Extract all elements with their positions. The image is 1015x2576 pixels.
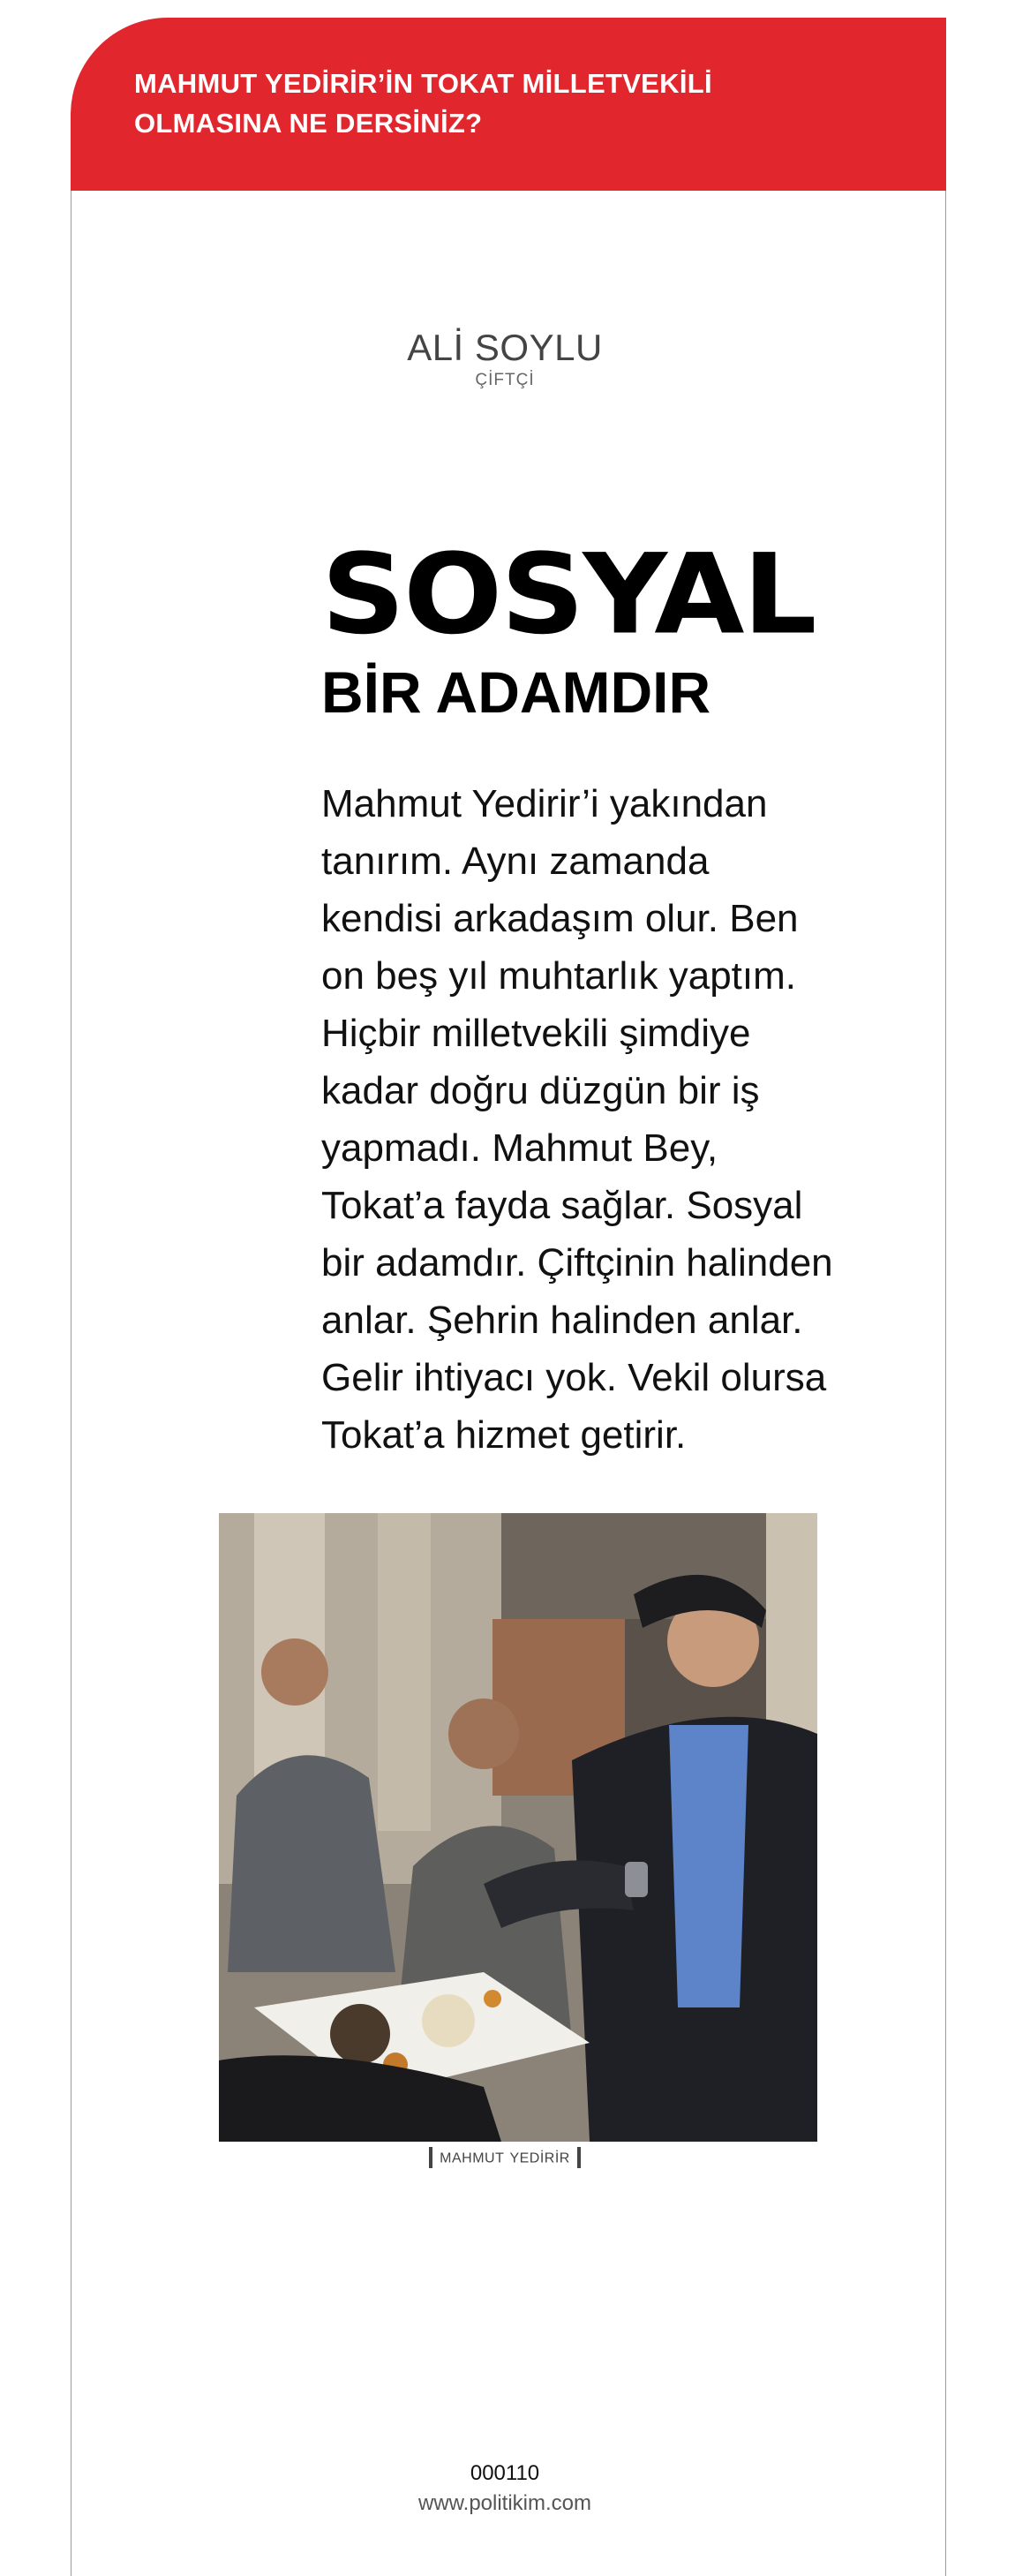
body-line: yapmadı. Mahmut Bey, [321, 1126, 718, 1170]
caption-last-name: YEDİRİR [509, 2150, 570, 2166]
site-url[interactable]: www.politikim.com [417, 2491, 592, 2515]
headline-banner [71, 18, 946, 191]
body-line: Hiçbir milletvekili şimdiye [321, 1012, 751, 1055]
author-name: ALİ SOYLU [407, 327, 603, 368]
body-line: Tokat’a fayda sağlar. Sosyal [321, 1184, 803, 1227]
body-line: on beş yıl muhtarlık yaptım. [321, 954, 796, 998]
body-line: anlar. Şehrin halinden anlar. [321, 1299, 803, 1342]
page-footer [335, 2461, 674, 2516]
photo-caption [335, 2147, 674, 2168]
body-line: Tokat’a hizmet getirir. [321, 1413, 687, 1457]
body-line: Gelir ihtiyacı yok. Vekil olursa [321, 1356, 827, 1399]
author-block [335, 327, 674, 390]
author-title: ÇİFTÇİ [475, 371, 535, 389]
body-line: kendisi arkadaşım olur. Ben [321, 897, 799, 940]
headline-main: SOSYAL [321, 530, 816, 659]
caption-bar-left [429, 2147, 432, 2168]
caption-bar-right [577, 2147, 581, 2168]
article-headline [321, 530, 868, 726]
body-line: Mahmut Yedirir’i yakından [321, 782, 768, 825]
article-photo [219, 1513, 817, 2142]
article-body [321, 775, 833, 1464]
body-line: tanırım. Aynı zamanda [321, 840, 710, 883]
banner-question [134, 64, 911, 143]
page-number: 000110 [470, 2461, 540, 2485]
banner-line-2: OLMASINA NE DERSİNİZ? [134, 108, 483, 139]
body-line: bir adamdır. Çiftçinin halinden [321, 1241, 833, 1284]
body-line: kadar doğru düzgün bir iş [321, 1069, 760, 1112]
page-frame-right [945, 191, 946, 2576]
caption-first-name: MAHMUT [440, 2150, 505, 2166]
banner-line-1: MAHMUT YEDİRİR’İN TOKAT MİLLETVEKİLİ [134, 68, 712, 99]
photo-illustration [219, 1513, 817, 2142]
headline-sub: BİR ADAMDIR [321, 659, 711, 725]
